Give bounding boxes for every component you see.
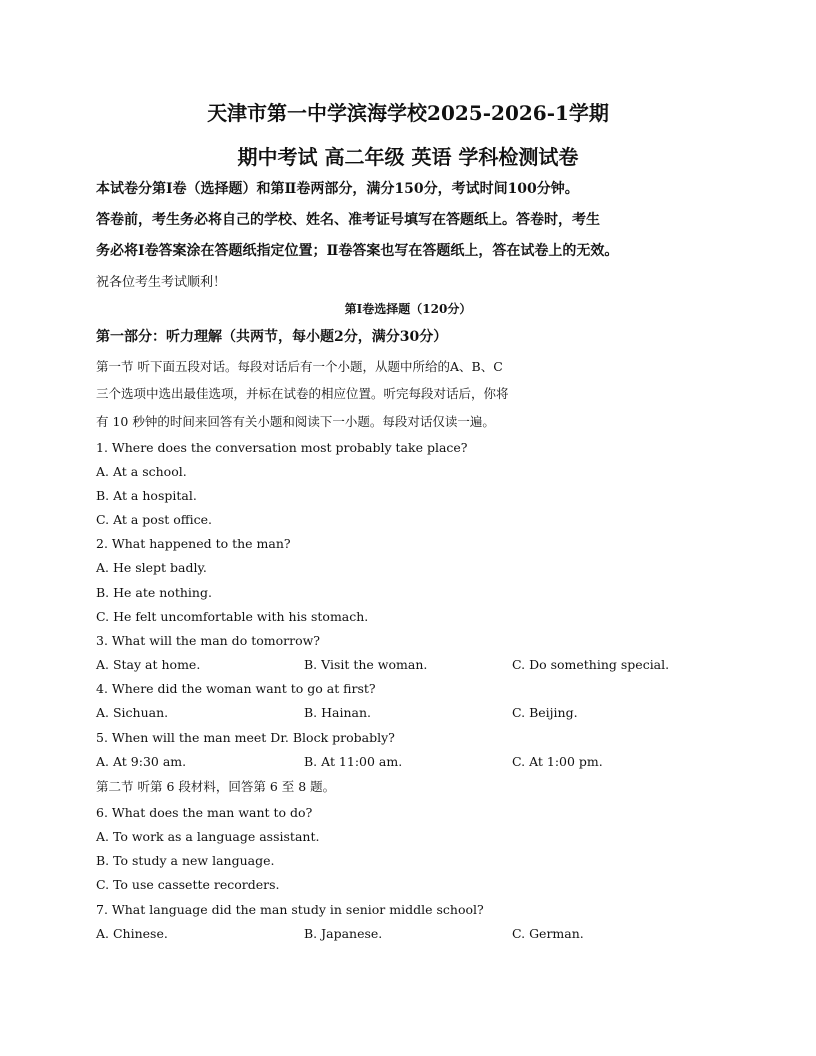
question-6-option-a: A. To work as a language assistant.	[96, 829, 320, 844]
instructions-line2: 答卷前，考生务必将自己的学校、姓名、准考证号填写在答题纸上。答卷时，考生	[96, 212, 600, 228]
question-1-option-b: B. At a hospital.	[96, 488, 197, 503]
question-5-option-a: A. At 9:30 am.	[96, 754, 187, 769]
section2-intro: 第二节 听第 6 段材料，回答第 6 至 8 题。	[96, 779, 336, 794]
section-title: 第Ⅰ卷选择题（120分）	[344, 302, 472, 316]
question-6-option-b: B. To study a new language.	[96, 853, 275, 868]
question-3-option-b: B. Visit the woman.	[304, 657, 428, 672]
question-4-option-a: A. Sichuan.	[96, 705, 169, 720]
question-4: 4. Where did the woman want to go at first?	[96, 681, 376, 696]
blessing-text: 祝各位考生考试顺利！	[96, 275, 227, 290]
question-4-option-b: B. Hainan.	[304, 705, 372, 720]
section1-intro-line2: 三个选项中选出最佳选项，并标在试卷的相应位置。听完每段对话后，你将	[96, 386, 509, 401]
question-4-option-c: C. Beijing.	[512, 705, 578, 720]
question-5: 5. When will the man meet Dr. Block probably?	[96, 730, 395, 745]
question-2-option-b: B. He ate nothing.	[96, 585, 212, 600]
section1-intro-line1: 第一节 听下面五段对话。每段对话后有一个小题，从题中所给的A、B、C	[96, 359, 503, 374]
question-7: 7. What language did the man study in senior middle school?	[96, 902, 484, 917]
question-7-option-c: C. German.	[512, 926, 584, 941]
exam-title-line2: 期中考试 高二年级 英语 学科检测试卷	[237, 145, 579, 169]
question-3: 3. What will the man do tomorrow?	[96, 633, 320, 648]
instructions-line3: 务必将Ⅰ卷答案涂在答题纸指定位置；Ⅱ卷答案也写在答题纸上，答在试卷上的无效。	[96, 243, 619, 259]
question-1-option-a: A. At a school.	[96, 464, 187, 479]
instructions-line1: 本试卷分第Ⅰ卷（选择题）和第Ⅱ卷两部分，满分150分，考试时间100分钟。	[96, 181, 579, 197]
question-2: 2. What happened to the man?	[96, 536, 291, 551]
question-6-option-c: C. To use cassette recorders.	[96, 877, 280, 892]
question-2-option-c: C. He felt uncomfortable with his stomach.	[96, 609, 369, 624]
question-6: 6. What does the man want to do?	[96, 805, 313, 820]
question-2-option-a: A. He slept badly.	[96, 560, 207, 575]
part1-heading: 第一部分：听力理解（共两节，每小题2分，满分30分）	[96, 329, 448, 345]
question-1-option-c: C. At a post office.	[96, 512, 213, 527]
section1-intro-line3: 有 10 秒钟的时间来回答有关小题和阅读下一小题。每段对话仅读一遍。	[96, 414, 495, 429]
question-5-option-b: B. At 11:00 am.	[304, 754, 403, 769]
question-3-option-c: C. Do something special.	[512, 657, 670, 672]
exam-title-line1: 天津市第一中学滨海学校2025-2026-1学期	[207, 101, 609, 125]
question-1: 1. Where does the conversation most probably take place?	[96, 440, 468, 455]
question-5-option-c: C. At 1:00 pm.	[512, 754, 603, 769]
question-7-option-a: A. Chinese.	[96, 926, 168, 941]
question-3-option-a: A. Stay at home.	[96, 657, 201, 672]
question-7-option-b: B. Japanese.	[304, 926, 383, 941]
